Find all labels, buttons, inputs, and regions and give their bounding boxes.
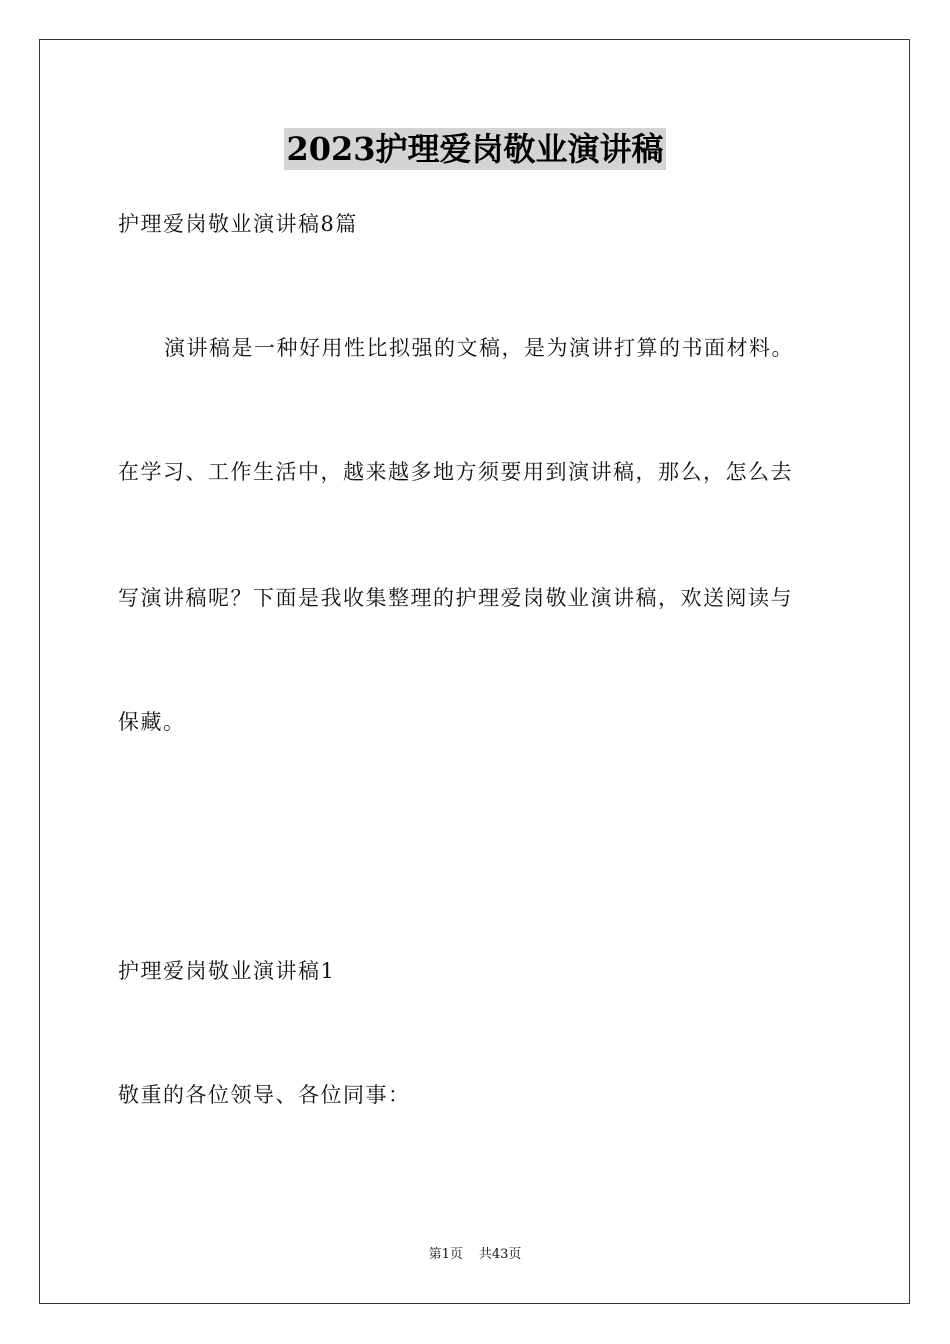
section-heading: 护理爱岗敬业演讲稿1 bbox=[118, 959, 336, 983]
intro-line-3: 写演讲稿呢？下面是我收集整理的护理爱岗敬业演讲稿，欢送阅读与 bbox=[118, 586, 793, 610]
document-subtitle: 护理爱岗敬业演讲稿8篇 bbox=[118, 212, 358, 236]
title-container bbox=[0, 128, 950, 170]
intro-line-1: 演讲稿是一种好用性比拟强的文稿，是为演讲打算的书面材料。 bbox=[164, 336, 794, 360]
page-footer bbox=[0, 1246, 950, 1264]
document-title: 2023护理爱岗敬业演讲稿 bbox=[286, 130, 664, 168]
intro-line-4: 保藏。 bbox=[118, 710, 186, 734]
page-number-total: 共43页 bbox=[478, 1247, 522, 1262]
intro-line-2: 在学习、工作生活中，越来越多地方须要用到演讲稿，那么，怎么去 bbox=[118, 460, 793, 484]
salutation: 敬重的各位领导、各位同事： bbox=[118, 1083, 411, 1107]
page-number-current: 第1页 bbox=[428, 1247, 463, 1262]
